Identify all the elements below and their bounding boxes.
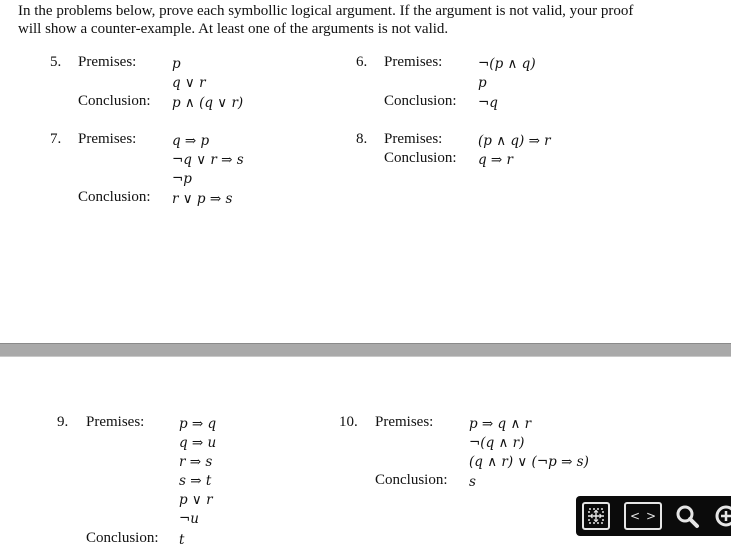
zoom-in-plus-icon [714,504,731,528]
conclusion-label: Conclusion: [78,189,151,205]
conclusion: ¬q [478,95,498,111]
premises-label: Premises: [384,131,443,147]
premise: r ⇒ s [179,454,213,470]
premises-label: Premises: [384,54,443,70]
premise: (q ∧ r) ∨ (¬p ⇒ s) [469,454,589,470]
page-separator [0,343,731,357]
problem-number: 9. [57,414,69,430]
fit-page-button[interactable] [582,502,610,530]
problem-number: 5. [50,54,62,70]
conclusion: q ⇒ r [478,152,513,168]
page-nav-button[interactable] [624,502,662,530]
premise: p [478,75,487,91]
premise: ¬(p ∧ q) [478,56,536,72]
premise: ¬u [179,511,200,527]
viewer-toolbar [576,496,731,536]
premise: ¬p [172,171,192,187]
problem-number: 7. [50,131,62,147]
premises-label: Premises: [375,414,434,430]
premise: q ⇒ u [179,435,217,451]
chevron-left-icon[interactable]: < [629,509,640,523]
premises-label: Premises: [86,414,145,430]
premise: q ∨ r [172,75,206,91]
premise: ¬q ∨ r ⇒ s [172,152,244,168]
instructions-line-1: In the problems below, prove each symbollic logical argument. If the argument is not valid, your proof [18,3,634,19]
conclusion-label: Conclusion: [375,472,448,488]
conclusion-label: Conclusion: [86,530,159,546]
problem-number: 8. [356,131,368,147]
conclusion-label: Conclusion: [384,93,457,109]
conclusion-label: Conclusion: [78,93,151,109]
conclusion-label: Conclusion: [384,150,457,166]
premise: s ⇒ t [179,473,212,489]
conclusion: r ∨ p ⇒ s [172,191,233,207]
zoom-in-button[interactable] [712,502,731,530]
premise: p ⇒ q ∧ r [469,416,532,432]
premise: p ⇒ q [179,416,217,432]
instructions-line-2: will show a counter-example. At least one of the arguments is not valid. [18,21,449,37]
premise: ¬(q ∧ r) [469,435,525,451]
premises-label: Premises: [78,131,137,147]
conclusion: p ∧ (q ∨ r) [172,95,244,111]
conclusion: t [179,532,185,548]
premise: q ⇒ p [172,133,210,149]
problem-number: 10. [339,414,358,430]
instructions-paragraph [18,2,728,38]
zoom-button[interactable] [672,502,702,530]
conclusion: s [469,474,476,490]
premise: (p ∧ q) ⇒ r [478,133,551,149]
premise: p ∨ r [179,492,213,508]
premise: p [172,56,181,72]
problem-number: 6. [356,54,368,70]
chevron-right-icon[interactable]: > [646,509,657,523]
fit-page-icon [587,507,605,525]
premises-label: Premises: [78,54,137,70]
magnifier-icon [674,503,700,529]
